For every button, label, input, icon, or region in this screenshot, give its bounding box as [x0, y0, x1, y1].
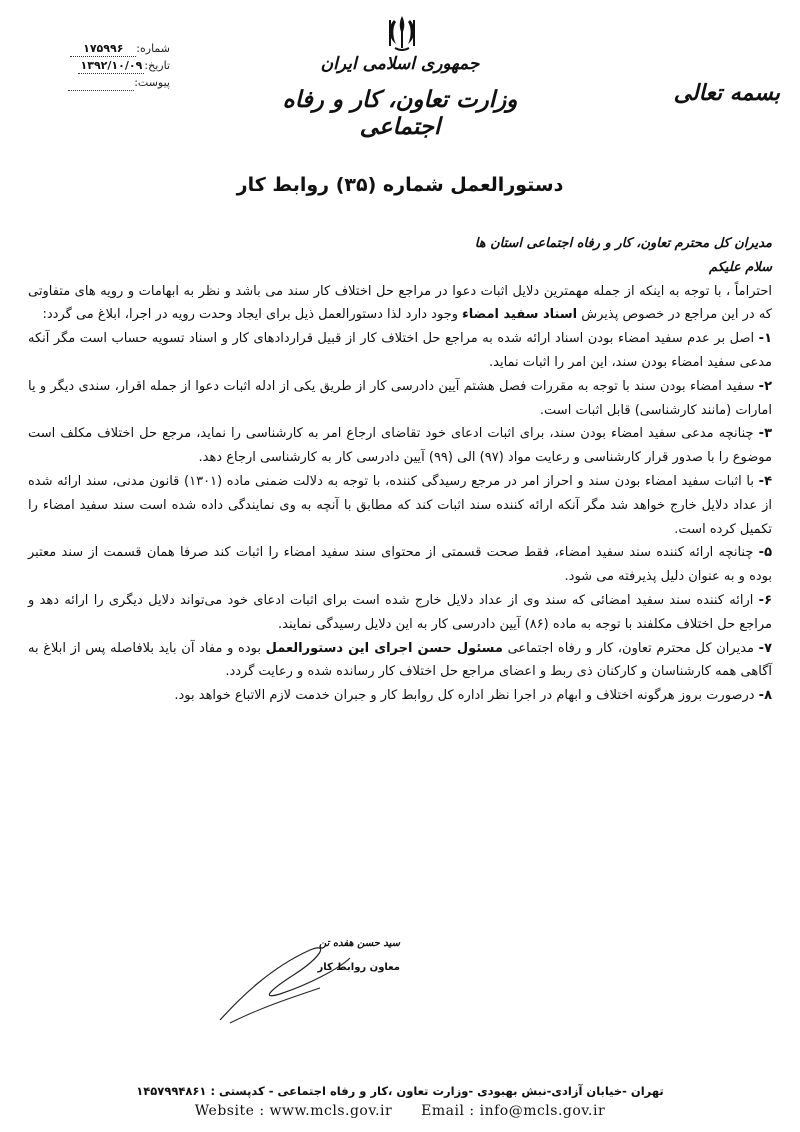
list-item [28, 541, 772, 589]
letter-meta [30, 40, 170, 91]
list-item [28, 375, 772, 423]
letter-body [28, 232, 772, 708]
republic-name: جمهوری اسلامی ایران [320, 54, 480, 74]
intro-text-c: وجود دارد لذا دستورالعمل ذیل برای ایجاد وحدت رویه در اجرا، ابلاغ می گردد: [42, 307, 463, 323]
ministry-name: وزارت تعاون، کار و رفاه اجتماعی [282, 86, 518, 140]
item-text: چنانچه ارائه کننده سند سفید امضاء، فقط صحت قسمتی از محتوای سند سفید امضاء را اثبات کند صرفا همان قسمت از سند معتبر بوده و به عنوان دلیل پذیرفته می شود. [28, 545, 772, 585]
number-value: ۱۷۵۹۹۶ [70, 40, 136, 57]
list-item [28, 327, 772, 375]
item-text: ارائه کننده سند سفید امضائی که سند وی از عداد دلایل خارج شده است برای اثبات ادعای خود می‌تواند دلایل دیگری را ارائه دهد و مراجع حل اختلاف مکلفند با توجه به ماده (۸۶) آیین دادرسی کار به این دلایل رسیدگی نمایند. [28, 592, 772, 632]
footer-address: تهران -خیابان آزادی-نبش بهبودی -وزارت تعاون ،کار و رفاه اجتماعی - کدپستی : ۱۴۵۷۹۹۴۸۶۱ [136, 1084, 664, 1098]
list-item [28, 637, 772, 685]
footer-contact [100, 1103, 700, 1119]
list-item [28, 422, 772, 470]
item-number: ۳- [758, 426, 772, 442]
date-value: ۱۳۹۲/۱۰/۰۹ [78, 57, 144, 74]
intro-paragraph [28, 280, 772, 328]
date-label: تاریخ: [144, 59, 170, 72]
addressee: مدیران کل محترم تعاون، کار و رفاه اجتماعی استان ها [474, 236, 772, 251]
greeting: سلام علیکم [708, 259, 772, 275]
intro-text-a: احتراماً ، با توجه به اینکه از جمله مهمترین دلایل اثبات دعوا در مراجع حل اختلاف کار سند می باشد و نظر به ابهامات و رویه های متفاوتی که در این مراجع در خصوص پذیرش [28, 283, 772, 323]
item-number: ۲- [758, 378, 772, 394]
document-title: دستورالعمل شماره (۳۵) روابط کار [236, 174, 564, 196]
item-text: سفید امضاء بودن سند با توجه به مقررات فصل هشتم آیین دادرسی کار از طریق یکی از ادله اثبات دعوا از جمله اقرار، سندی دیگر و یا امارات (مانند کارشناسی) قابل اثبات است. [28, 378, 772, 418]
intro-text-bold: اسناد سفید امضاء [462, 307, 578, 323]
signer-name: سید حسن هفده تن [318, 938, 400, 949]
item-text: درصورت بروز هرگونه اختلاف و ابهام در اجرا نظر اداره کل روابط کار و جبران خدمت لازم الاتباع خواهد بود. [174, 688, 759, 704]
item-number: ۵- [758, 545, 772, 561]
item-number: ۷- [758, 640, 773, 656]
footer-website: Website : www.mcls.gov.ir [194, 1103, 393, 1119]
item-text: با اثبات سفید امضاء بودن سند و احراز امر در مرجع رسیدگی کننده، با توجه به دلالت ضمنی ماده (۱۳۰۱) قانون مدنی، سند ارائه شده از عداد دلایل خارج خواهد شد مگر آنکه ارائه کننده سند اثبات کند که مطابق با آنچه به وی نمایندگی داده شده است سند سفید امضاء را تکمیل کرده است. [28, 473, 772, 537]
item-text: بوده و مفاد آن باید بلافاصله پس از ابلاغ به آگاهی همه کارشناسان و کارکنان ذی ربط و اعضای مراجع حل اختلاف کار رسانده شده و رعایت گردد. [28, 640, 772, 680]
item-text-bold: مسئول حسن اجرای این دستورالعمل [265, 640, 503, 656]
attachment-label: پیوست: [134, 76, 170, 89]
date-row [30, 57, 170, 74]
basmala: بسمه تعالی [673, 80, 780, 106]
item-number: ۱- [758, 331, 772, 347]
footer-email: Email : info@mcls.gov.ir [421, 1103, 606, 1119]
attachment-value [68, 74, 134, 91]
item-text: اصل بر عدم سفید امضاء بودن اسناد ارائه شده به مراجع حل اختلاف کار از قبیل قراردادهای کار و اسناد تسویه حساب است مگر آنکه مدعی سفید امضاء بودن سند، این امر را اثبات نماید. [28, 331, 772, 370]
item-text: چنانچه مدعی سفید امضاء بودن سند، برای اثبات ادعای خود تقاضای ارجاع امر به کارشناسی را نماید، مرجع حل اختلاف مکلف است موضوع را با صدور قرار کارشناسی و رعایت مواد (۹۷) الی (۹۹) آیین دادرسی کار به کارشناسی ارجاع دهد. [28, 426, 772, 466]
item-number: ۸- [758, 688, 772, 704]
item-number: ۴- [758, 473, 773, 489]
list-item [28, 684, 772, 708]
number-label: شماره: [136, 42, 170, 55]
list-item [28, 470, 772, 541]
iran-emblem-icon [381, 12, 423, 54]
item-number: ۶- [758, 592, 772, 608]
attachment-row [30, 74, 170, 91]
number-row [30, 40, 170, 57]
signer-title: معاون روابط کار [317, 962, 400, 973]
item-text: مدیران کل محترم تعاون، کار و رفاه اجتماعی [502, 640, 759, 656]
list-item [28, 589, 772, 637]
